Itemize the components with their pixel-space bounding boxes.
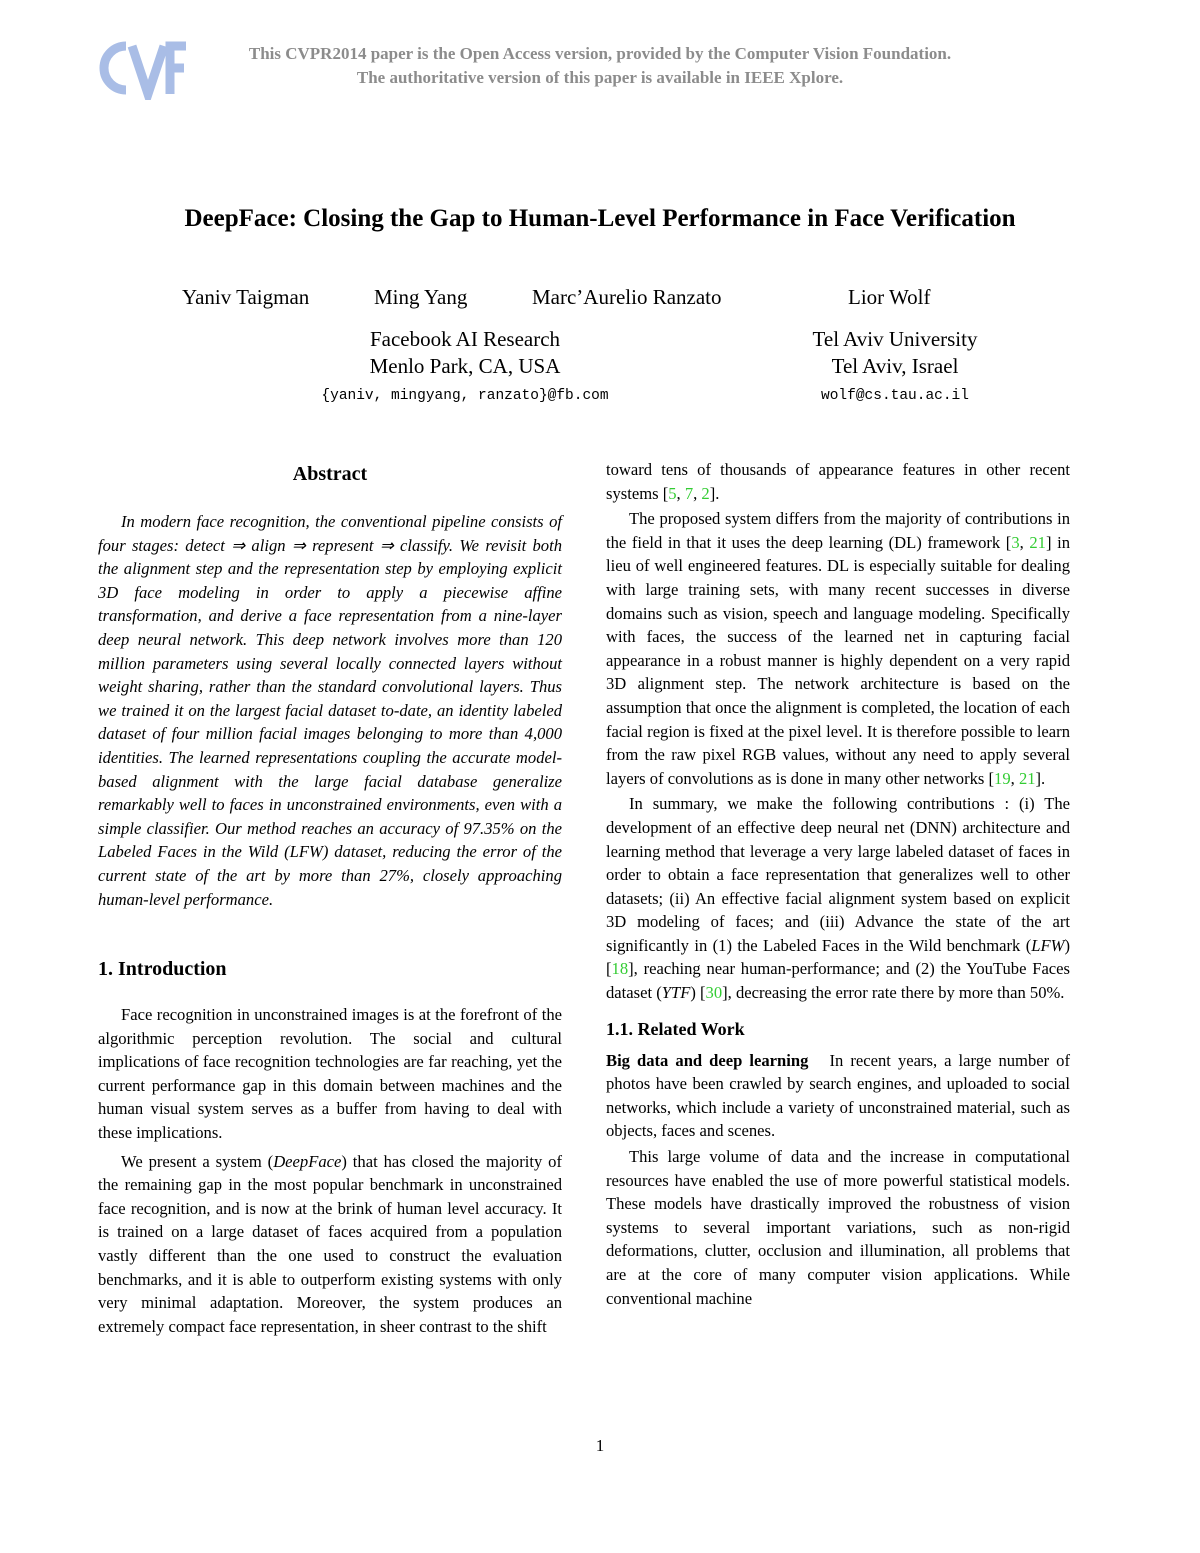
citation-link[interactable]: 21 [1018, 768, 1036, 788]
citation-link[interactable]: 7 [684, 483, 694, 503]
open-access-banner [200, 42, 1000, 90]
citation-link[interactable]: 21 [1029, 532, 1046, 552]
paragraph: Big data and deep learning In recent years, a large number of photos have been crawled by search engines, and uploaded to social networks, which include a variety of unconstrained material, such as objects, faces and scenes. [606, 1050, 1070, 1141]
paragraph: We present a system (DeepFace) that has closed the majority of the remaining gap in the most popular benchmark in unconstrained face recognition, and is now at the brink of human level accuracy. It is trained on a large dataset of faces acquired from a population vastly different than the one used to construct the evaluation benchmarks, and it is able to outperform existing systems with only very minimal adaptation. Moreover, the system produces an extremely compact face representation, in sheer contrast to the shift [98, 1151, 562, 1336]
abstract-text: In modern face recognition, the conventional pipeline consists of four stages: detect ⇒ align ⇒ represent ⇒ classify. We revisit both the alignment step and the representation step by employing explicit 3D face modeling in order to apply a piecewise affine transformation, and derive a face representation from a nine-layer deep neural network. This deep network involves more than 120 million parameters using several locally connected layers without weight sharing, rather than the standard convolutional layers. Thus we trained it on the largest facial dataset to-date, an identity labeled dataset of four million facial images belonging to more than 4,000 identities. The learned representations coupling the accurate model-based alignment with the large facial database generalize remarkably well to faces in unconstrained environments, even with a simple classifier. Our method reaches an accuracy of 97.35% on the Labeled Faces in the Wild (LFW) dataset, reducing the error of the current state of the art by more than 27%, closely approaching human-level performance. [98, 512, 562, 909]
paragraph: This large volume of data and the increase in computational resources have enabled the use of more powerful statistical models. These models have drastically improved the robustness of vision systems to several important variations, such as non-rigid deformations, clutter, occlusion and illumination, all problems that are at the core of many computer vision applications. While conventional machine [606, 1147, 1070, 1308]
author-name: Yaniv Taigman [182, 285, 310, 309]
paragraph: toward tens of thousands of appearance features in other recent systems [5, 7, 2]. [606, 460, 1070, 503]
paragraph: The proposed system differs from the majority of contributions in the field in that it uses the deep learning (DL) framework [3, 21] in lieu of well engineered features. DL is especially suitable for dealing with large training sets, with many recent successes in diverse domains such as vision, speech and language modeling. Specifically with faces, the success of the learned net in capturing facial appearance in a robust manner is highly dependent on a very rapid 3D alignment step. The network architecture is based on the assumption that once the alignment is completed, the location of each facial region is fixed at the pixel level. It is therefore possible to learn from the raw pixel RGB values, without any need to apply several layers of convolutions as is done in many other networks [19, 21]. [606, 509, 1070, 788]
run-in-heading: Big data and deep learning [606, 1050, 809, 1070]
affiliation-block [760, 326, 1030, 380]
banner-line-2: The authoritative version of this paper is available in IEEE Xplore. [356, 68, 844, 87]
citation-link[interactable]: 19 [994, 768, 1011, 788]
right-column [606, 458, 1070, 1310]
paragraph: In summary, we make the following contributions : (i) The development of an effective deep neural net (DNN) architecture and learning method that leverage a very large labeled dataset of faces in order to obtain a face representation that generalizes well to other datasets; (ii) An effective facial alignment system based on explicit 3D modeling of faces; and (iii) Advance the state of the art significantly in (1) the Labeled Faces in the Wild benchmark (LFW) [18], reaching near human-performance; and (2) the YouTube Faces dataset (YTF) [30], decreasing the error rate there by more than 50%. [606, 794, 1070, 1003]
cvf-logo-icon [96, 38, 192, 100]
abstract-heading: Abstract [292, 463, 368, 485]
citation-link[interactable]: 18 [611, 959, 629, 979]
affiliation-block [310, 326, 620, 380]
paragraph: Face recognition in unconstrained images is at the forefront of the algorithmic perception revolution. The social and cultural implications of face recognition technologies are far reaching, yet the current performance gap in this domain between machines and the human visual system serves as a buffer from having to deal with these implications. [98, 1005, 562, 1143]
subsection-heading: 1.1. Related Work [606, 1018, 745, 1039]
left-column [98, 458, 562, 1338]
section-heading: 1. Introduction [98, 958, 227, 981]
author-name: Ming Yang [374, 285, 468, 309]
citation-link[interactable]: 30 [705, 983, 723, 1003]
citation-link[interactable]: 2 [701, 483, 710, 503]
affiliation-name: Tel Aviv University [812, 327, 978, 351]
author-name: Marc’Aurelio Ranzato [532, 285, 722, 309]
author-name: Lior Wolf [848, 285, 931, 309]
author-email: {yaniv, mingyang, ranzato}@fb.com [321, 388, 609, 404]
paper-title: DeepFace: Closing the Gap to Human-Level Performance in Face Verification [184, 205, 1016, 232]
citation-link[interactable]: 5 [668, 483, 677, 503]
banner-line-1: This CVPR2014 paper is the Open Access version, provided by the Computer Vision Foundation. [248, 44, 952, 63]
affiliation-location: Menlo Park, CA, USA [369, 354, 561, 378]
citation-link[interactable]: 3 [1011, 532, 1020, 552]
author-email: wolf@cs.tau.ac.il [821, 388, 969, 404]
affiliation-name: Facebook AI Research [369, 327, 561, 351]
affiliation-location: Tel Aviv, Israel [831, 354, 959, 378]
page-number: 1 [595, 1436, 605, 1455]
